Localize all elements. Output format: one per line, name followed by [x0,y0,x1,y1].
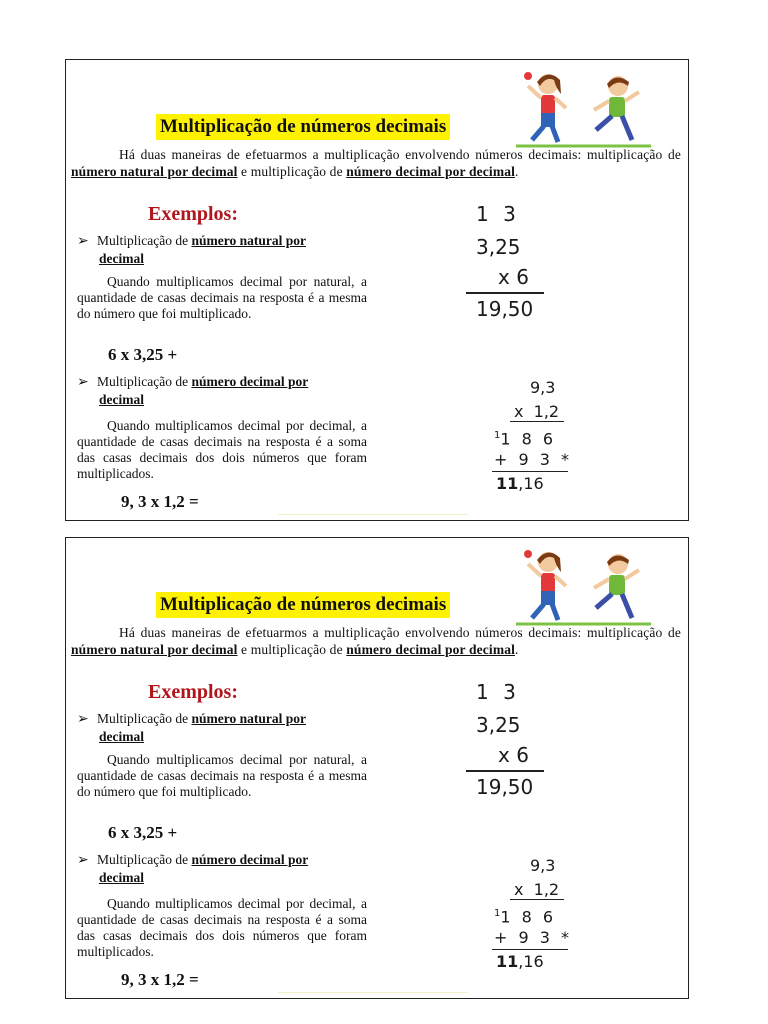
result-line [510,421,564,422]
kids-playing-illustration [506,546,656,626]
explanation-natural-by-decimal: Quando multiplicamos decimal por natural, a quantidade de casas decimais na resposta é a mesma do número que foi multiplicado. [77,274,367,321]
term-decimal-decimal: número decimal por decimal [346,642,516,657]
worksheet-title: Multiplicação de números decimais [156,114,450,140]
product: 19,50 [476,297,534,321]
product: 11,16 [496,952,544,971]
multiplication-working-2 [484,856,594,986]
arrow-bullet-icon: ➢ [77,375,89,390]
bullet-natural-by-decimal: ➢ Multiplicação de número natural por decimal [77,711,306,744]
multiplicand: 9,3 [530,378,556,397]
term-natural-decimal: número natural por decimal [71,164,238,179]
multiplication-working-1 [464,202,574,332]
worksheet-card [65,537,689,999]
examples-heading: Exemplos: [148,681,238,703]
multiplier: x 1,2 [514,402,560,421]
multiplicand: 3,25 [476,235,521,259]
worksheet-card [65,59,689,521]
result-line [466,292,544,294]
multiplier: x 6 [498,265,529,289]
partial-product-2: + 9 3 * [494,928,573,947]
arrow-bullet-icon: ➢ [77,234,89,249]
multiplier: x 1,2 [514,880,560,899]
carry-digits: 1 3 [476,680,520,704]
multiplicand: 9,3 [530,856,556,875]
sum-line [492,471,568,472]
example-expression-2: 9, 3 x 1,2 = [121,492,199,511]
bullet-natural-by-decimal: ➢ Multiplicação de número natural por decimal [77,233,306,266]
multiplication-working-2 [484,378,594,508]
explanation-decimal-by-decimal: Quando multiplicamos decimal por decimal, a quantidade de casas decimais na resposta é a soma das casas decimais dos dois números que foram multiplicados. [77,418,367,481]
bullet-decimal-by-decimal: ➢ Multiplicação de número decimal por decimal [77,852,309,885]
explanation-decimal-by-decimal: Quando multiplicamos decimal por decimal, a quantidade de casas decimais na resposta é a soma das casas decimais dos dois números que foram multiplicados. [77,896,367,959]
product: 11,16 [496,474,544,493]
multiplier: x 6 [498,743,529,767]
product: 19,50 [476,775,534,799]
example-expression-2: 9, 3 x 1,2 = [121,970,199,989]
multiplication-working-1 [464,680,574,810]
arrow-bullet-icon: ➢ [77,712,89,727]
divider [278,514,468,515]
multiplicand: 3,25 [476,713,521,737]
divider [278,992,468,993]
partial-product-2: + 9 3 * [494,450,573,469]
bullet-decimal-by-decimal: ➢ Multiplicação de número decimal por decimal [77,374,309,407]
partial-product-1: $^1$1 8 6 [494,907,557,927]
intro-paragraph: Há duas maneiras de efetuarmos a multiplicação envolvendo números decimais: multiplicação de número natural por decimal e multiplicação de número decimal por decimal. [71,147,681,179]
example-expression-1: 6 x 3,25 + [108,345,178,364]
examples-heading: Exemplos: [148,203,238,225]
sum-line [492,949,568,950]
example-expression-1: 6 x 3,25 + [108,823,178,842]
term-natural-decimal: número natural por decimal [71,642,238,657]
explanation-natural-by-decimal: Quando multiplicamos decimal por natural, a quantidade de casas decimais na resposta é a mesma do número que foi multiplicado. [77,752,367,799]
intro-paragraph: Há duas maneiras de efetuarmos a multiplicação envolvendo números decimais: multiplicação de número natural por decimal e multiplicação de número decimal por decimal. [71,625,681,657]
arrow-bullet-icon: ➢ [77,853,89,868]
kids-playing-illustration [506,68,656,148]
result-line [510,899,564,900]
carry-digits: 1 3 [476,202,520,226]
partial-product-1: $^1$1 8 6 [494,429,557,449]
term-decimal-decimal: número decimal por decimal [346,164,516,179]
result-line [466,770,544,772]
worksheet-title: Multiplicação de números decimais [156,592,450,618]
